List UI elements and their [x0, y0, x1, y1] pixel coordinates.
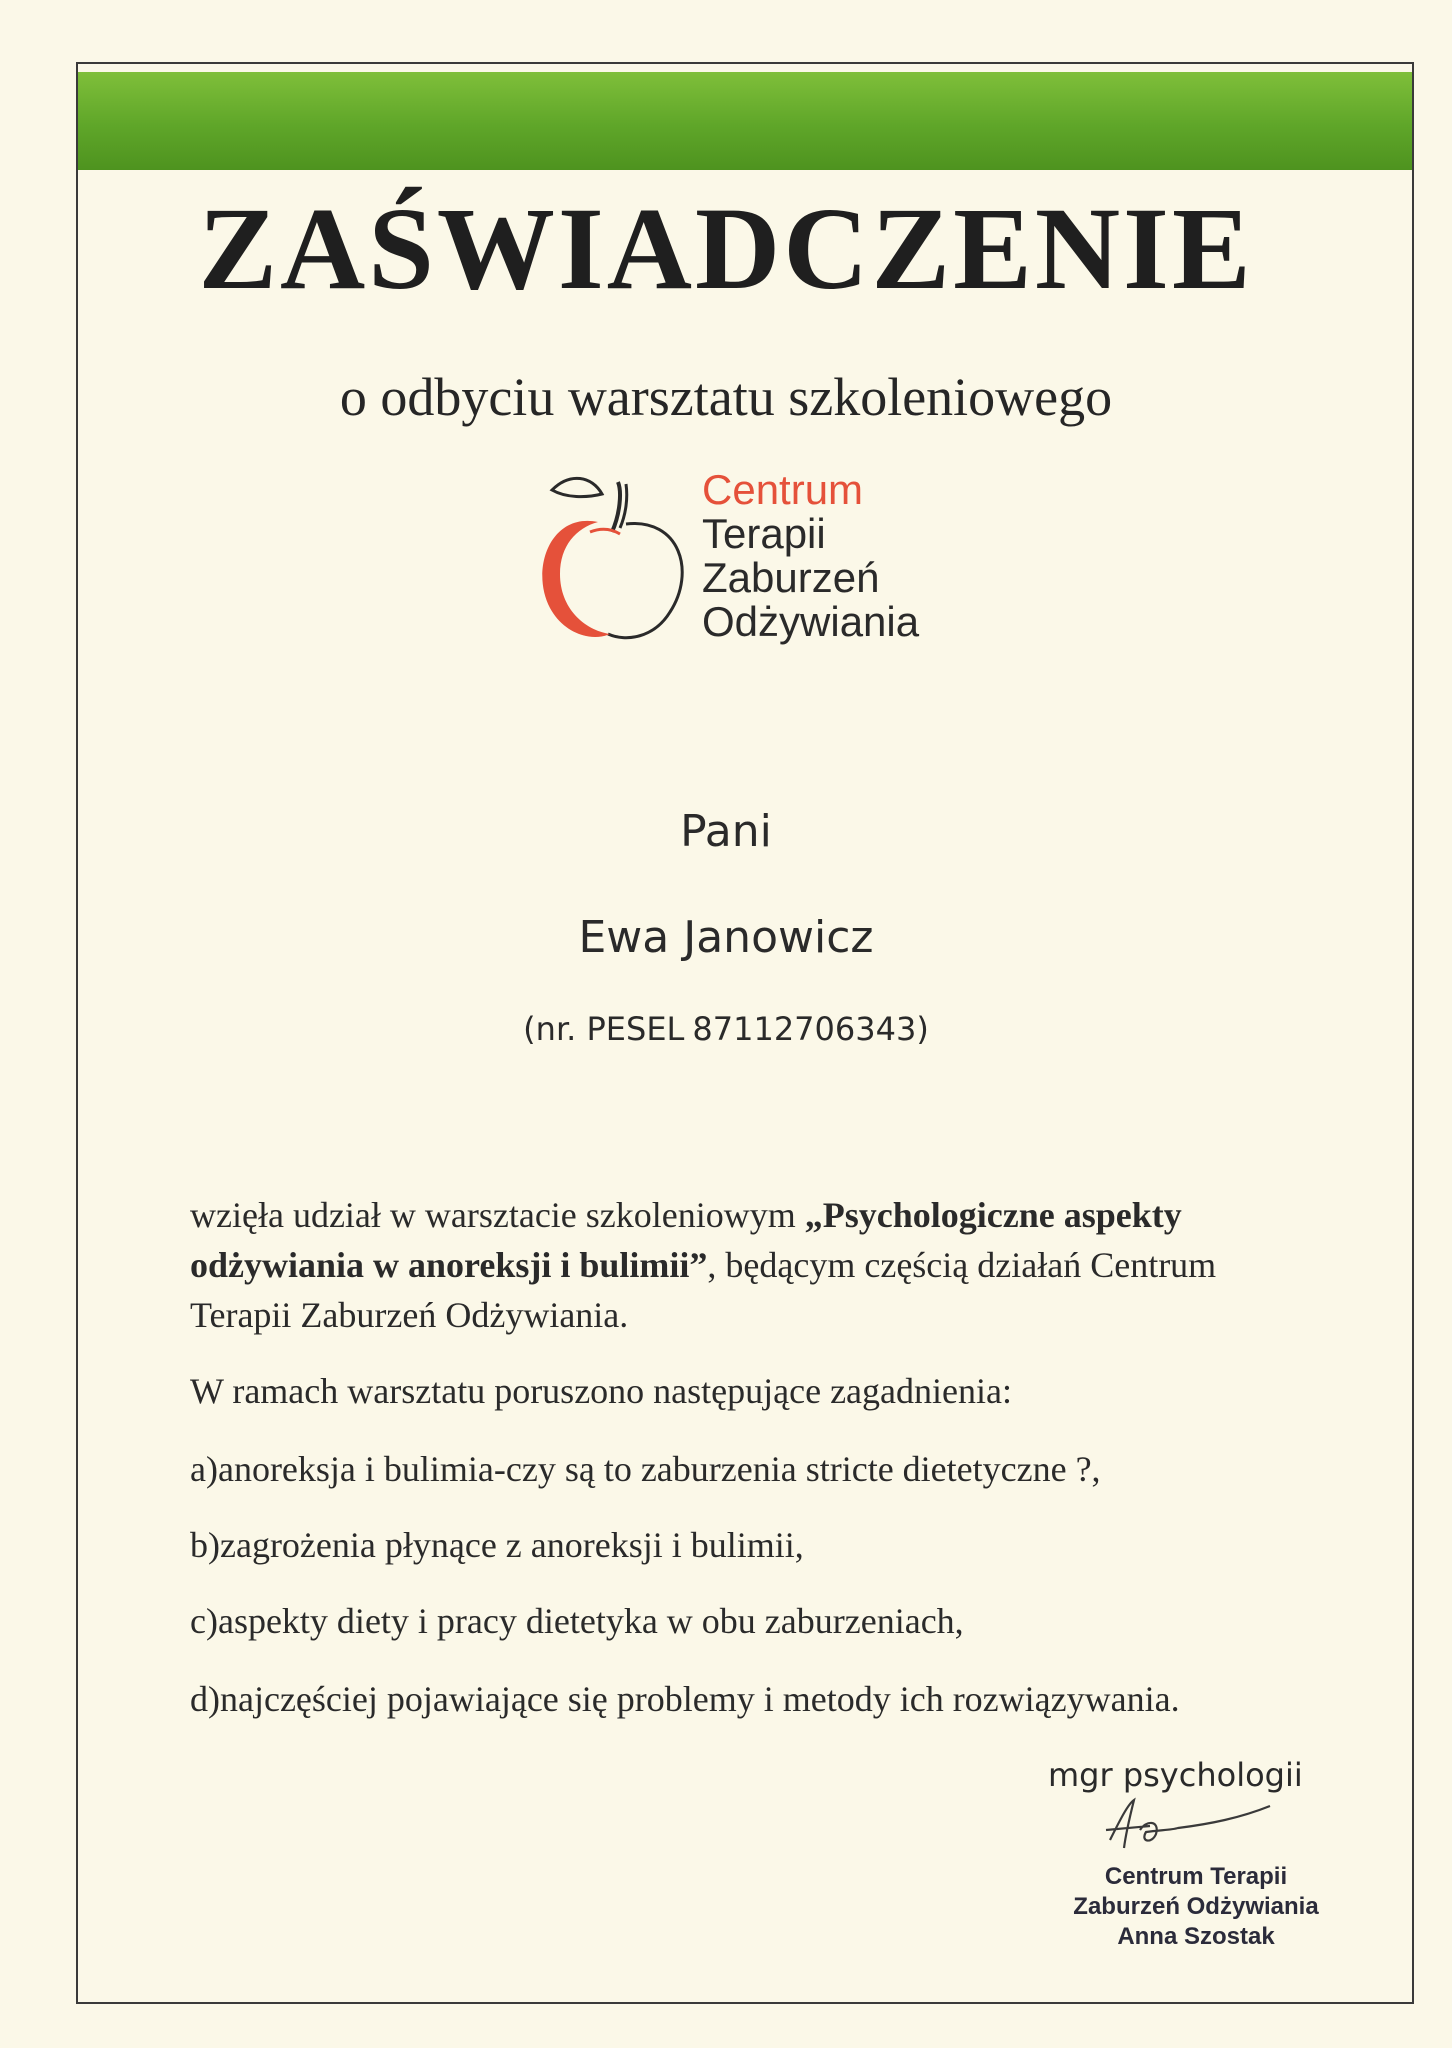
statement-intro: wzięła udział w warsztacie szkoleniowym	[190, 1195, 796, 1235]
apple-icon	[530, 462, 700, 652]
id-suffix: )	[916, 1010, 929, 1048]
id-prefix: (nr. PESEL	[523, 1010, 685, 1048]
logo-line-centrum: Centrum	[702, 466, 864, 513]
logo-line-odzywiania: Odżywiania	[702, 598, 920, 645]
certificate-title: ZAŚWIADCZENIE	[198, 183, 1254, 314]
topic-item: a)anoreksja i bulimia-czy są to zaburzenia stricte dietetyczne ?,	[190, 1449, 1101, 1489]
certificate-subtitle: o odbyciu warsztatu szkoleniowego	[339, 367, 1113, 427]
logo-wordmark	[702, 468, 919, 644]
signatory-title: mgr psychologii	[1048, 1756, 1303, 1794]
statement-end: , będącym częścią działań Centrum Terapii Zaburzeń Odżywiania.	[190, 1245, 1217, 1335]
handwritten-signature	[1080, 1790, 1280, 1860]
recipient-id	[0, 1010, 1452, 1048]
stamp-line: Anna Szostak	[1117, 1923, 1275, 1950]
stamp-line: Zaburzeń Odżywiania	[1073, 1893, 1319, 1920]
topic-item: b)zagrożenia płynące z anoreksji i bulimii,	[190, 1525, 804, 1565]
participation-statement	[190, 1190, 1290, 1340]
logo-line-zaburzen: Zaburzeń	[702, 554, 880, 601]
organization-logo	[530, 462, 980, 662]
topic-item: d)najczęściej pojawiające się problemy i metody ich rozwiązywania.	[190, 1679, 1180, 1719]
signature-stamp	[1056, 1862, 1336, 1952]
header-band	[78, 72, 1412, 170]
salutation: Pani	[680, 806, 772, 857]
recipient-name: Ewa Janowicz	[578, 912, 874, 963]
topic-item: c)aspekty diety i pracy dietetyka w obu zaburzeniach,	[190, 1601, 964, 1641]
workshop-title: „Psychologiczne aspekty odżywiania w anoreksji i bulimii”	[190, 1195, 1182, 1285]
id-number: 87112706343	[692, 1010, 917, 1048]
stamp-line: Centrum Terapii	[1104, 1863, 1288, 1890]
topics-intro: W ramach warsztatu poruszono następujące zagadnienia:	[190, 1371, 1012, 1411]
logo-line-terapii: Terapii	[702, 510, 826, 557]
